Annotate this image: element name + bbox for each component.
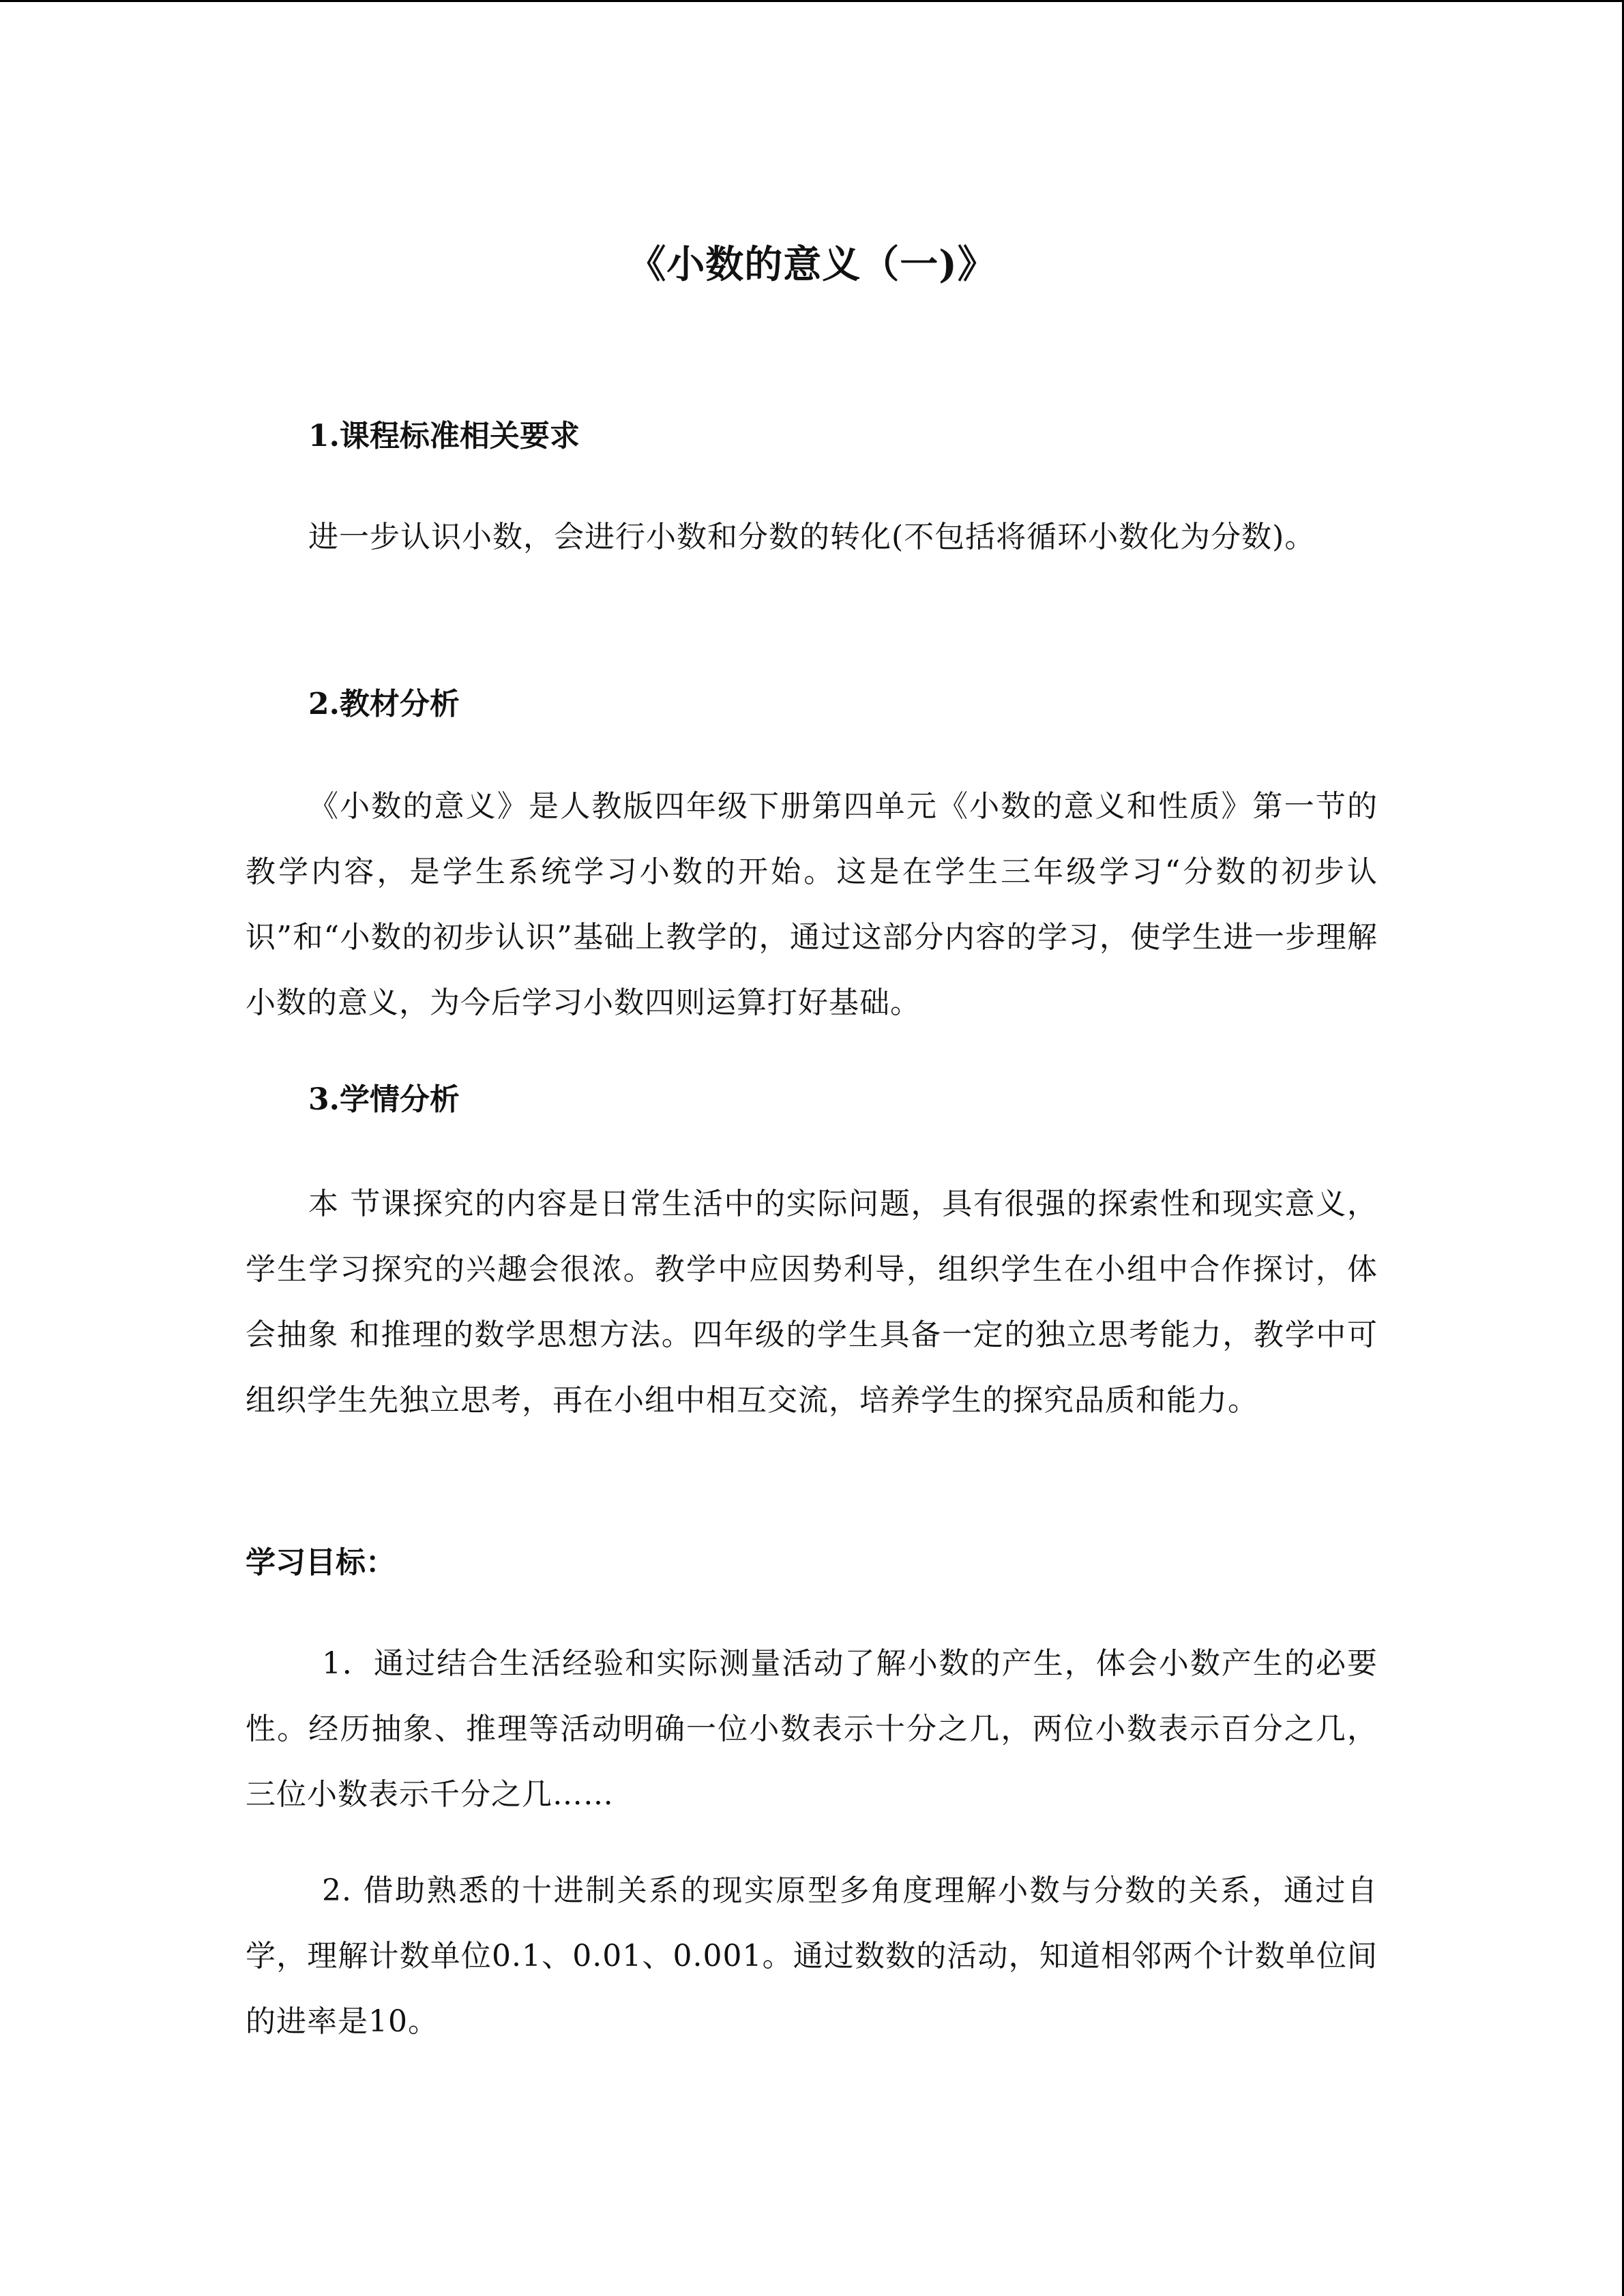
section-paragraph: 进一步认识小数，会进行小数和分数的转化(不包括将循环小数化为分数)。 <box>308 520 1316 554</box>
section-curriculum-standard <box>246 416 1378 457</box>
learning-goal-text: 1．通过结合生活经验和实际测量活动了解小数的产生，体会小数产生的必要性。经历抽象、推理等活动明确一位小数表示十分之几，两位小数表示百分之几，三位小数表示千分之几…… <box>246 1646 1378 1812</box>
page-top-border <box>0 0 1624 2</box>
section-heading: 1.课程标准相关要求 <box>308 419 580 453</box>
learning-goals-heading: 学习目标： <box>246 1545 396 1580</box>
section-paragraph: 《小数的意义》是人教版四年级下册第四单元《小数的意义和性质》第一节的教学内容，是学生系统学习小数的开始。这是在学生三年级学习“分数的初步认识”和“小数的初步认识”基础上教学的，通过这部分内容的学习，使学生进一步理解小数的意义，为今后学习小数四则运算打好基础。 <box>246 789 1378 1020</box>
section-paragraph: 本 节课探究的内容是日常生活中的实际问题，具有很强的探索性和现实意义，学生学习探究的兴趣会很浓。教学中应因势利导，组织学生在小组中合作探讨，体会抽象 和推理的数学思想方法。四年级的学生具备一定的独立思考能力，教学中可组织学生先独立思考，再在小组中相互交流，培养学生的探究品质和能力。 <box>246 1187 1378 1418</box>
learning-goal-text: 2. 借助熟悉的十进制关系的现实原型多角度理解小数与分数的关系，通过自学，理解计数单位0.1、0.01、0.001。通过数数的活动，知道相邻两个计数单位间的进率是10。 <box>246 1873 1378 2039</box>
learning-goals <box>246 1542 1378 1583</box>
section-heading: 3.学情分析 <box>308 1082 460 1117</box>
learning-goal-item-1 <box>246 1631 1378 1828</box>
section-textbook-analysis-body <box>246 774 1378 1036</box>
section-heading: 2.教材分析 <box>308 687 460 721</box>
section-textbook-analysis <box>246 684 1378 725</box>
section-curriculum-standard-body <box>246 505 1378 570</box>
section-learner-analysis-body <box>246 1172 1378 1433</box>
section-learner-analysis <box>246 1079 1378 1120</box>
page-title: 《小数的意义（一)》 <box>628 241 996 287</box>
learning-goal-item-2 <box>246 1858 1378 2055</box>
